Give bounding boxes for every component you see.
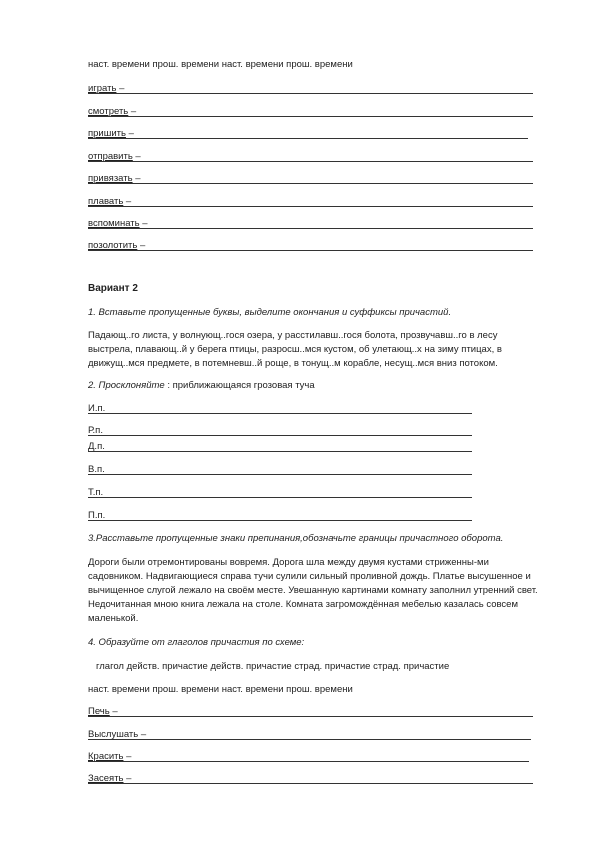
verb-line-6[interactable] — [88, 196, 533, 207]
verb-dash: – — [138, 729, 147, 740]
verb2-line-1[interactable] — [88, 706, 533, 717]
verb-label: пришить — [88, 128, 126, 139]
verb-line-3[interactable] — [88, 128, 528, 139]
verb-dash: – — [123, 751, 132, 762]
task2-phrase: : приближающаяся грозовая туча — [164, 380, 315, 391]
task3-text: Дороги были отремонтированы вовремя. Дорога шла между двумя кустами стриженны-ми садовником. Надвигающиеся справа тучи сулили сильный проливной дождь. Платье высушенное и вычищенное слугой лежало на своём месте. Увешанную картинами комнату заполнил утренний свет. Недочитанная мною книга лежала на столе. Комната загромождённая мебелью казалась совсем маленькой. — [88, 557, 538, 624]
case-line-5[interactable] — [88, 487, 472, 498]
verb-label: Засеять — [88, 773, 124, 784]
case-line-3[interactable] — [88, 441, 472, 452]
task4-scheme: глагол действ. причастие действ. причастие страд. причастие страд. причастие — [96, 661, 450, 672]
task4-header: наст. времени прош. времени наст. времени прош. времени — [88, 684, 353, 695]
task2-title: 2. Просклоняйте — [88, 380, 165, 391]
task2-heading — [88, 379, 315, 393]
case-label: И.п. — [88, 403, 106, 414]
verb-line-8[interactable] — [88, 240, 533, 251]
verb-line-7[interactable] — [88, 218, 533, 229]
case-label: П.п. — [88, 510, 106, 521]
verb-label: плавать — [88, 196, 124, 207]
task3-title: 3.Расставьте пропущенные знаки препинания,обозначьте границы причастного оборота. — [88, 533, 504, 544]
verb-label: вспоминать — [88, 218, 140, 229]
top-header: наст. времени прош. времени наст. времени прош. времени — [88, 59, 353, 70]
verb-dash: – — [132, 151, 141, 162]
task1-text: Падающ..го листа, у волнующ..гося озера, у расстилавш..гося болота, прозвучавш..го в лесу выстрела, плавающ..й у берега птицы, разросш..мся кустом, об улетающ..х на зиму птицах, в движущ..мся предмете, в потемневш..й роще, в тонущ..м корабле, несущ..мся вниз потоком. — [88, 330, 502, 369]
verb-line-4[interactable] — [88, 151, 533, 162]
verb-label: позолотить — [88, 240, 138, 251]
verb-dash: – — [128, 106, 137, 117]
task4-title: 4. Образуйте от глаголов причастия по схеме: — [88, 637, 305, 648]
verb2-line-3[interactable] — [88, 751, 529, 762]
case-label: Т.п. — [88, 487, 104, 498]
verb-label: привязать — [88, 173, 133, 184]
verb-line-1[interactable] — [88, 83, 533, 94]
case-label: В.п. — [88, 464, 105, 475]
verb-dash: – — [132, 173, 141, 184]
verb-label: Выслушать — [88, 729, 139, 740]
verb-dash: – — [116, 83, 125, 94]
verb-label: Печь — [88, 706, 110, 717]
verb2-line-2[interactable] — [88, 729, 531, 740]
verb-label: отправить — [88, 151, 133, 162]
case-line-4[interactable] — [88, 464, 472, 475]
case-line-2[interactable] — [88, 425, 472, 436]
verb-label: Красить — [88, 751, 124, 762]
verb-dash: – — [123, 773, 132, 784]
case-label: Р.п. — [88, 425, 103, 436]
verb-label: смотреть — [88, 106, 129, 117]
task1-title: 1. Вставьте пропущенные буквы, выделите окончания и суффиксы причастий. — [88, 307, 452, 318]
verb-line-5[interactable] — [88, 173, 533, 184]
verb-dash: – — [123, 196, 132, 207]
verb-dash: – — [137, 240, 146, 251]
verb2-line-4[interactable] — [88, 773, 533, 784]
case-line-6[interactable] — [88, 510, 472, 521]
case-line-1[interactable] — [88, 403, 472, 414]
variant-title: Вариант 2 — [88, 283, 138, 294]
verb-line-2[interactable] — [88, 106, 533, 117]
verb-dash: – — [139, 218, 148, 229]
verb-label: играть — [88, 83, 117, 94]
verb-dash: – — [125, 128, 134, 139]
case-label: Д.п. — [88, 441, 105, 452]
verb-dash: – — [109, 706, 118, 717]
